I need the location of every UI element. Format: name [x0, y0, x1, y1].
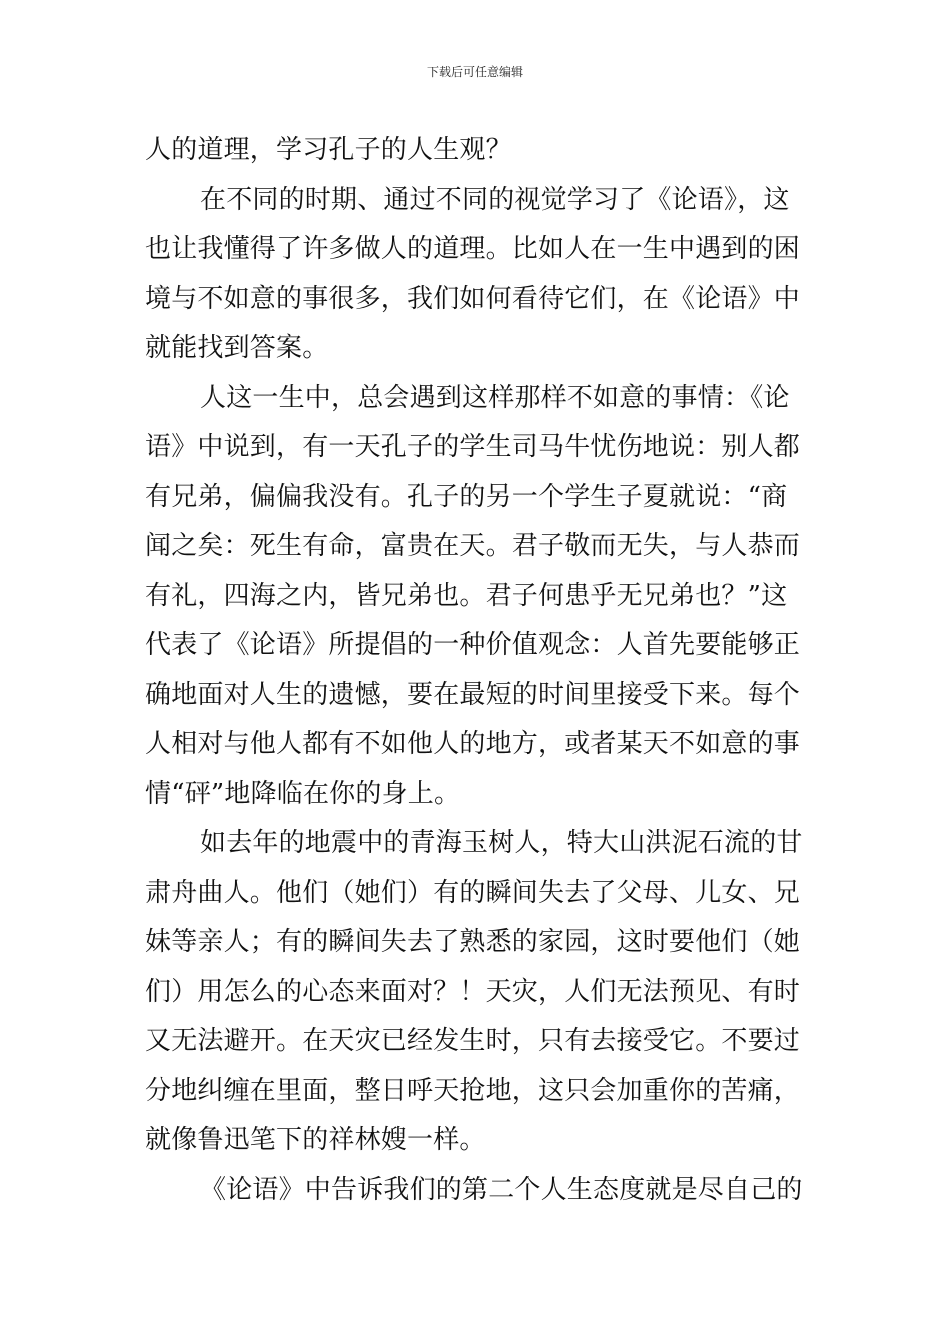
- paragraph-first-line: 人这一生中，总会遇到这样那样不如意的事情：《论: [200, 382, 790, 413]
- text-line: 境与不如意的事很多，我们如何看待它们，在《论语》中: [145, 283, 801, 314]
- document-body: [145, 126, 810, 1215]
- text-line: 也让我懂得了许多做人的道理。比如人在一生中遇到的困: [145, 234, 801, 264]
- text-line: 语》中说到，有一天孔子的学生司马牛忧伤地说：别人都: [145, 432, 801, 462]
- text-line: 妹等亲人；有的瞬间失去了熟悉的家园，这时要他们（她: [145, 927, 801, 957]
- text-line: 又无法避开。在天灾已经发生时，只有去接受它。不要过: [145, 1026, 801, 1056]
- text-line: 确地面对人生的遗憾，要在最短的时间里接受下来。每个: [145, 679, 801, 710]
- page-header: 下载后可任意编辑: [426, 65, 523, 79]
- text-line: 情“砰”地降临在你的身上。: [145, 778, 461, 809]
- text-line: 们）用怎么的心态来面对？！天灾，人们无法预见、有时: [145, 976, 801, 1007]
- text-line: 代表了《论语》所提倡的一种价值观念：人首先要能够正: [145, 630, 801, 660]
- paragraph-first-line: 在不同的时期、通过不同的视觉学习了《论语》，这: [200, 184, 790, 215]
- text-line: 就能找到答案。: [145, 333, 329, 363]
- paragraph-first-line: 如去年的地震中的青海玉树人，特大山洪泥石流的甘: [200, 828, 803, 858]
- text-line: 肃舟曲人。他们（她们）有的瞬间失去了父母、儿女、兄: [145, 877, 801, 908]
- text-line: 有礼，四海之内，皆兄弟也。君子何患乎无兄弟也？”这: [145, 580, 788, 611]
- text-line: 有兄弟，偏偏我没有。孔子的另一个学生子夏就说：“商: [145, 481, 788, 512]
- text-line: 就像鲁迅笔下的祥林嫂一样。: [145, 1125, 486, 1155]
- text-line: 人相对与他人都有不如他人的地方，或者某天不如意的事: [145, 729, 801, 759]
- text-line: 闻之矣：死生有命，富贵在天。君子敬而无失，与人恭而: [145, 531, 801, 561]
- text-line: 人的道理，学习孔子的人生观？: [145, 135, 512, 165]
- paragraph-first-line: 《论语》中告诉我们的第二个人生态度就是尽自己的: [200, 1174, 803, 1205]
- text-line: 分地纠缠在里面，整日呼天抢地，这只会加重你的苦痛，: [145, 1075, 801, 1106]
